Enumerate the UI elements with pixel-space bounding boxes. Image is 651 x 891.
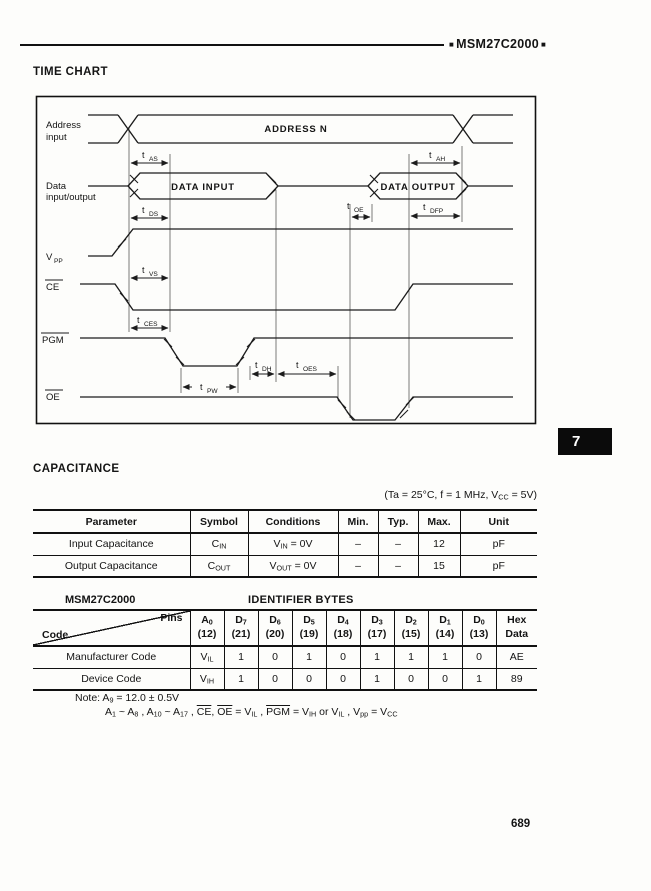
max-cell: 15 [418,555,460,577]
cond-post: = 0V [291,559,317,572]
note-line-1: Note: $A_9 = 12.0 \pm 0.5V$ [75,692,180,705]
bit-cell: 0 [258,646,292,668]
pin-letter: D [405,614,413,627]
identifier-table-product: MSM27C2000 [65,594,136,606]
bit-cell: 0 [394,668,428,690]
pin-letter: D [473,614,481,627]
tas-label: t [142,150,145,160]
address-label-1: Address [46,120,81,131]
table-row [33,646,537,668]
pin-sub: 2 [412,617,417,627]
bit-cell: 0 [428,668,462,690]
pin-number: (14) [435,628,455,640]
col-max: Max. [418,510,460,533]
pin-col-d4 [326,610,360,646]
vpp-label-sub: PP [54,258,63,265]
oe-waveform [80,397,513,420]
oe-label: OE [46,392,60,403]
diagonal-divider [33,611,190,645]
col-min: Min. [338,510,378,533]
col-unit: Unit [460,510,537,533]
pgm-label: PGM [42,335,64,346]
table-row [33,555,537,577]
pin-letter: D [235,614,243,627]
hex-data-col [496,610,537,646]
square-bullet-icon: ■ [541,39,547,49]
pin-number: (12) [197,628,217,640]
pin-col-d0 [462,610,496,646]
pin-number: (21) [231,628,251,640]
corner-pins-label: Pins [160,612,183,624]
code-label-cell: Manufacturer Code [33,646,190,668]
col-symbol: Symbol [190,510,248,533]
bit-cell: 1 [360,646,394,668]
toes-label: t [296,360,299,370]
level-cell [190,668,224,690]
note-line-2: $A_1$ ~ $A_8$ , $A_{10}$ ~ $A_{17}$ , $\overline{CE}$, $\overline{OE} = V_{IL}$ , $\overline{PGM} = V_{IH}$ or $V_{IL}$ , $V_{pp} = V_{CC}$ [105,706,398,719]
cond-pre: V [273,538,281,551]
tces-sub: CES [144,321,158,328]
tds-sub: DS [149,211,159,218]
vpp-waveform [88,229,513,256]
col-parameter: Parameter [33,510,190,533]
pin-number: (17) [367,628,387,640]
pin-col-d2 [394,610,428,646]
col-conditions: Conditions [248,510,338,533]
pin-letter: D [269,614,277,627]
toe-sub: OE [354,207,364,214]
bit-cell: 0 [258,668,292,690]
max-cell: 12 [418,533,460,555]
tvs-sub: VS [149,271,158,278]
level-main: V [200,651,208,664]
table-row [33,533,537,555]
symbol-sub: OUT [215,563,231,573]
section-tab-7: 7 [558,428,612,455]
level-main: V [199,672,207,685]
hex-line2: Data [505,628,529,640]
bit-cell: 1 [462,668,496,690]
data-label-2: input/output [46,192,96,203]
tas-sub: AS [149,156,158,163]
level-sub: IL [207,654,214,664]
level-cell [190,646,224,668]
identifier-bytes-table [33,609,537,691]
bit-cell: 1 [428,646,462,668]
level-sub: IH [206,676,215,686]
bit-cell: 1 [224,668,258,690]
cond-post: = 0V [287,538,313,551]
symbol-cell [190,533,248,555]
pin-number: (13) [469,628,489,640]
tds-label: t [142,205,145,215]
corner-code-label: Code [42,629,69,642]
parameter-cell: Output Capacitance [33,555,190,577]
hex-cell: 89 [496,668,537,690]
pin-number: (18) [333,628,353,640]
tvs-label: t [142,265,145,275]
vpp-label: V [46,252,53,263]
data-label-1: Data [46,181,67,192]
pin-sub: 7 [242,617,247,627]
tces-label: t [137,315,140,325]
pin-number: (15) [401,628,421,640]
address-n-label: ADDRESS N [264,124,328,135]
unit-cell: pF [460,533,537,555]
measure-arrows [131,163,460,387]
identifier-header-row [33,610,537,646]
document-title [447,37,548,51]
pin-col-d1 [428,610,462,646]
bit-cell: 1 [292,646,326,668]
bit-cell: 1 [224,646,258,668]
test-conditions: (Ta = 25°C, f = 1 MHz, $V_{CC} = 5V$) [384,489,537,502]
bit-cell: 0 [326,668,360,690]
tpw-sub: PW [207,388,218,395]
bit-cell: 0 [292,668,326,690]
tdfp-label: t [423,202,426,212]
symbol-cell [190,555,248,577]
code-label-cell: Device Code [33,668,190,690]
typ-cell: – [378,555,418,577]
pin-letter: A [201,614,209,627]
unit-cell: pF [460,555,537,577]
pin-number: (19) [299,628,319,640]
pin-letter: D [371,614,379,627]
parameter-cell: Input Capacitance [33,533,190,555]
time-chart-heading: TIME CHART [33,66,108,78]
capacitance-heading: CAPACITANCE [33,463,120,475]
pin-sub: 3 [378,617,383,627]
pin-sub: 0 [480,617,485,627]
hex-line1: Hex [507,614,527,627]
tdh-sub: DH [262,366,272,373]
square-bullet-icon: ■ [449,39,455,49]
pins-code-corner [33,610,190,646]
identifier-bytes-heading: IDENTIFIER BYTES [248,594,354,606]
pin-col-a0 [190,610,224,646]
tah-label: t [429,150,432,160]
tdh-label: t [255,360,258,370]
bit-cell: 1 [394,646,428,668]
toe-label: t [347,201,350,211]
pin-sub: 5 [310,617,315,627]
pin-sub: 0 [208,617,213,627]
cond-pre: V [269,559,277,572]
symbol-sub: IN [219,541,227,551]
pin-letter: D [337,614,345,627]
cond-sub: OUT [276,563,292,573]
pin-col-d5 [292,610,326,646]
bit-cell: 0 [462,646,496,668]
pin-number: (20) [265,628,285,640]
symbol-main: C [211,538,220,551]
pin-col-d7 [224,610,258,646]
pin-letter: D [439,614,447,627]
product-name: MSM27C2000 [456,37,540,51]
min-cell: – [338,555,378,577]
tdfp-sub: DFP [430,208,444,215]
page-number: 689 [511,818,531,830]
tah-sub: AH [436,156,446,163]
header-rule [20,44,444,46]
data-input-label: DATA INPUT [171,182,235,193]
timing-diagram [35,95,537,425]
pin-sub: 4 [344,617,349,627]
condition-cell [248,533,338,555]
data-output-label: DATA OUTPUT [380,182,456,193]
ce-label: CE [46,282,60,293]
col-typ: Typ. [378,510,418,533]
address-label-2: input [46,132,67,143]
table-row [33,668,537,690]
capacitance-header-row [33,510,537,533]
bit-cell: 0 [326,646,360,668]
min-cell: – [338,533,378,555]
capacitance-table [33,509,537,578]
pin-letter: D [303,614,311,627]
ce-waveform [80,284,513,310]
typ-cell: – [378,533,418,555]
pin-sub: 1 [446,617,451,627]
bit-cell: 1 [360,668,394,690]
symbol-main: C [207,559,216,572]
pin-sub: 6 [276,617,281,627]
toes-sub: OES [303,366,317,373]
pin-col-d3 [360,610,394,646]
tpw-label: t [200,382,203,392]
condition-cell [248,555,338,577]
pin-col-d6 [258,610,292,646]
cond-sub: IN [280,541,288,551]
hex-cell: AE [496,646,537,668]
